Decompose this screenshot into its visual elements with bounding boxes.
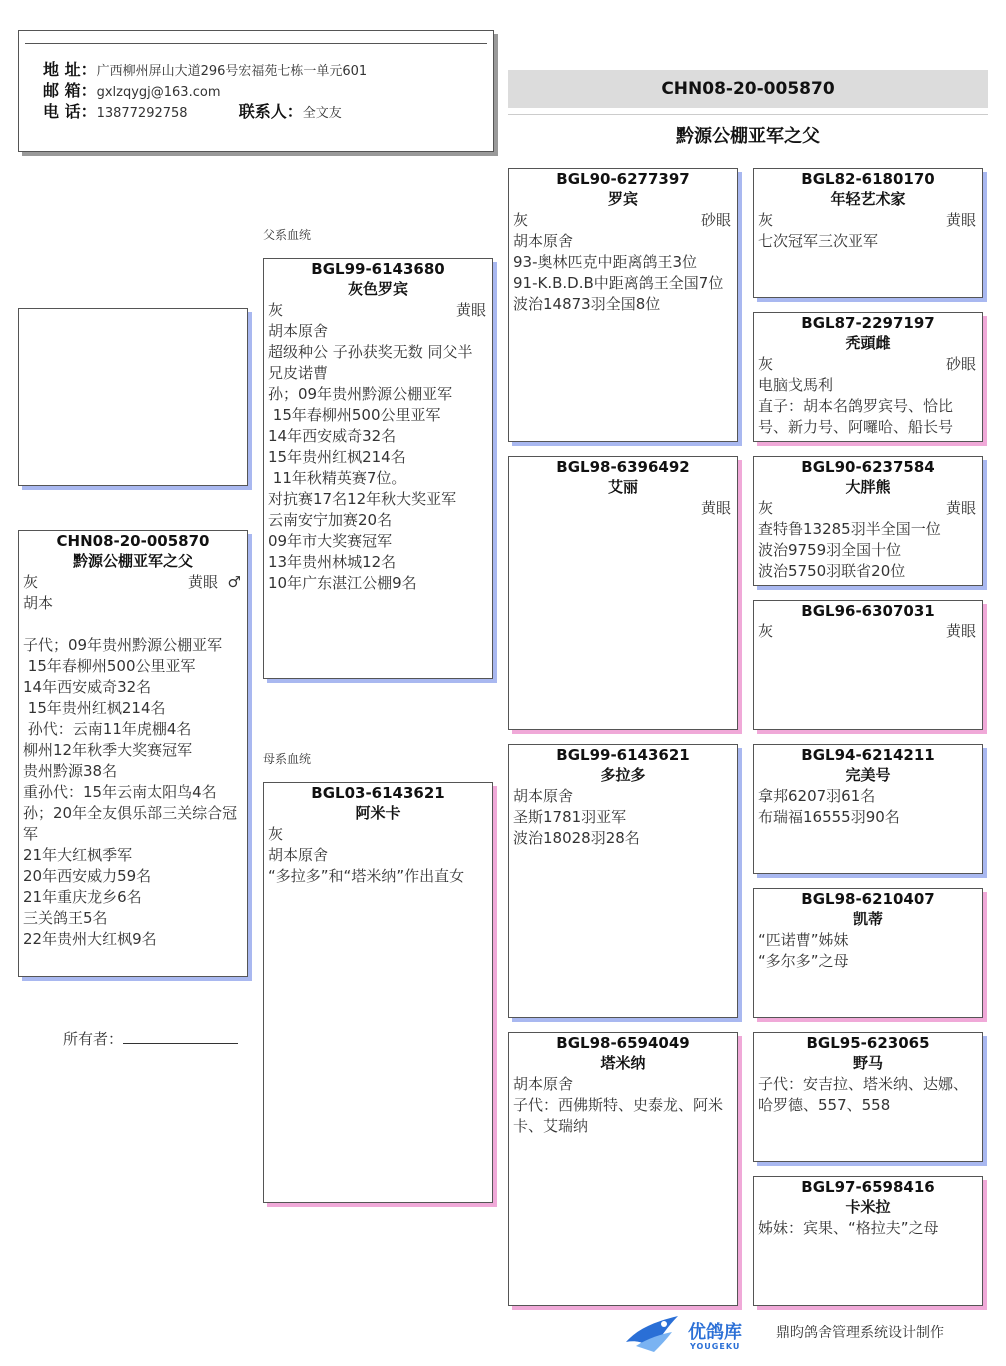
color-eye-row — [509, 498, 737, 519]
note-line: 波治5750羽联省20位 — [758, 562, 906, 580]
ring-number: BGL99-6143621 — [556, 746, 690, 764]
eye: 黄眼 — [700, 499, 731, 517]
ring-number: BGL97-6598416 — [801, 1178, 935, 1196]
note-line: 11年秋精英赛7位。 — [268, 469, 407, 487]
logo-icon — [622, 1312, 682, 1356]
logo-subtext: YOUGEKU — [690, 1342, 741, 1351]
ring-number: BGL98-6396492 — [556, 458, 690, 476]
color-eye-row — [754, 354, 982, 375]
ring-number: CHN08-20-005870 — [56, 532, 210, 550]
granddam-maternal-card — [508, 1032, 738, 1306]
note-line: 拿邦6207羽61名 — [758, 787, 876, 805]
eye: 黄眼 — [187, 573, 218, 591]
note-line: 21年重庆龙乡6名 — [23, 888, 142, 906]
ring-number: BGL03-6143621 — [311, 784, 445, 802]
email-row — [43, 78, 220, 101]
ggp-ssd-card — [753, 312, 983, 442]
ggp-dsd-card — [753, 888, 983, 1018]
bird-name: 野马 — [852, 1054, 883, 1072]
bird-name: 凯蒂 — [852, 910, 883, 928]
eye: 砂眼 — [700, 211, 731, 229]
bird-name: 秃頭雌 — [845, 334, 891, 352]
subject-card — [18, 530, 248, 977]
page-title: 黔源公棚亚军之父 — [676, 126, 820, 147]
ggp-ddd-card — [753, 1176, 983, 1306]
divider — [25, 43, 487, 44]
dam-line-label: 母系血统 — [263, 752, 312, 766]
note-line: 胡本原舍 — [268, 846, 329, 864]
sex-icon: ♂ — [227, 573, 241, 591]
note-line: 波治9759羽全国十位 — [758, 541, 902, 559]
note-line: 胡本原舍 — [513, 1075, 574, 1093]
color-eye-row — [509, 210, 737, 231]
bird-name: 完美号 — [845, 766, 891, 784]
email-value: gxlzqygj@163.com — [96, 85, 221, 100]
eye: 砂眼 — [945, 355, 976, 373]
color-eye-row — [264, 300, 492, 321]
note-line: “多拉多”和“塔米纳”作出直女 — [268, 867, 465, 885]
photo-placeholder — [18, 308, 248, 486]
note-line: 姊妹：宾果、“格拉夫”之母 — [758, 1219, 939, 1237]
note-line: “匹诺曹”姊妹 — [758, 931, 849, 949]
bird-name: 艾丽 — [607, 478, 638, 496]
ring-number: BGL95-623065 — [806, 1034, 930, 1052]
note-line: 15年春柳州500公里亚军 — [23, 657, 196, 675]
note-line: 21年大红枫季军 — [23, 846, 133, 864]
note-line: 孙代：云南11年虎棚4名 — [23, 720, 192, 738]
color-eye-row — [754, 498, 982, 519]
bird-name: 多拉多 — [600, 766, 646, 784]
bird-name: 大胖熊 — [845, 478, 891, 496]
note-line: 布瑞福16555羽90名 — [758, 808, 900, 826]
color: 灰 — [23, 573, 39, 591]
note-line: 子代：安吉拉、塔米纳、达娜、哈罗德、557、558 — [758, 1075, 969, 1114]
color: 灰 — [268, 301, 284, 319]
note-line: 14年西安威奇32名 — [268, 427, 397, 445]
address-label: 地 址： — [43, 60, 97, 79]
bird-name: 罗宾 — [607, 190, 638, 208]
note-line: 22年贵州大红枫9名 — [23, 930, 157, 948]
eye: 黄眼 — [945, 499, 976, 517]
ring-number: BGL96-6307031 — [801, 602, 935, 620]
ring-number: BGL98-6594049 — [556, 1034, 690, 1052]
color: 灰 — [513, 211, 529, 229]
eye: 黄眼 — [945, 211, 976, 229]
contact-value: 全文友 — [302, 106, 342, 121]
note-line: 波治14873羽全国8位 — [513, 295, 661, 313]
note-line: 直子：胡本名鸽罗宾号、恰比号、新力号、阿囉哈、船长号 — [758, 397, 954, 436]
note-line: 15年贵州红枫214名 — [23, 699, 166, 717]
ggp-sss-card — [753, 168, 983, 298]
sire-card — [263, 258, 493, 679]
made-by: 鼎昀鸽舍管理系统设计制作 — [776, 1325, 944, 1341]
note-line: 20年西安威力59名 — [23, 867, 152, 885]
footer — [622, 1312, 992, 1358]
bird-name: 卡米拉 — [845, 1198, 891, 1216]
note-line: 15年春柳州500公里亚军 — [268, 406, 441, 424]
page-ring-number: CHN08-20-005870 — [508, 70, 988, 108]
note-line: 查特鲁13285羽半全国一位 — [758, 520, 941, 538]
ggp-sdd-card — [753, 600, 983, 730]
note-line: 孙；20年全友俱乐部三关综合冠军 — [23, 804, 238, 843]
ring-number: BGL90-6277397 — [556, 170, 690, 188]
color-eye-row — [19, 572, 247, 593]
owner-field — [63, 1028, 238, 1049]
color-eye-row — [264, 824, 492, 845]
note-line: 14年西安威奇32名 — [23, 678, 152, 696]
phone-value: 13877292758 — [96, 106, 188, 121]
note-line: 13年贵州林城12名 — [268, 553, 397, 571]
email-label: 邮 箱： — [43, 81, 97, 100]
phone-row — [43, 99, 342, 122]
note-line: 子代；09年贵州黔源公棚亚军 — [23, 636, 223, 654]
bird-name: 塔米纳 — [600, 1054, 646, 1072]
address-row — [43, 57, 367, 80]
phone-label: 电 话： — [43, 102, 97, 121]
color-eye-row — [754, 621, 982, 642]
ring-number: BGL82-6180170 — [801, 170, 935, 188]
bird-name: 黔源公棚亚军之父 — [72, 552, 193, 570]
eye: 黄眼 — [945, 622, 976, 640]
eye: 黄眼 — [455, 301, 486, 319]
note-line: 孙；09年贵州黔源公棚亚军 — [268, 385, 453, 403]
owner-underline — [123, 1029, 238, 1044]
eye-sex — [188, 572, 241, 593]
note-line: 贵州黔源38名 — [23, 762, 118, 780]
divider — [508, 114, 988, 115]
color: 灰 — [758, 622, 774, 640]
ring-number: BGL94-6214211 — [801, 746, 935, 764]
ring-number: BGL90-6237584 — [801, 458, 935, 476]
note-line: 电脑戈馬利 — [758, 376, 834, 394]
note-line: 圣斯1781羽亚军 — [513, 808, 627, 826]
note-line: 子代：西佛斯特、史泰龙、阿米卡、艾瑞纳 — [513, 1096, 724, 1135]
sire-line-label: 父系血统 — [263, 228, 312, 242]
ring-number: BGL98-6210407 — [801, 890, 935, 908]
note-line: “多尔多”之母 — [758, 952, 849, 970]
bird-name: 年轻艺术家 — [830, 190, 906, 208]
color: 灰 — [268, 825, 284, 843]
ring-number: BGL87-2297197 — [801, 314, 935, 332]
note-line: 重孙代：15年云南太阳鸟4名 — [23, 783, 217, 801]
note-line: 10年广东湛江公棚9名 — [268, 574, 417, 592]
note-line: 波治18028羽28名 — [513, 829, 640, 847]
logo-text: 优鸽库 — [688, 1322, 742, 1343]
color: 灰 — [758, 355, 774, 373]
grandsire-maternal-card — [508, 744, 738, 1018]
note-line: 胡本 — [23, 594, 54, 612]
color-eye-row — [754, 210, 982, 231]
note-line: 超级种公 子孙获奖无数 同父半兄皮诺曹 — [268, 343, 473, 382]
contact-label: 联系人： — [238, 102, 303, 121]
notes — [19, 593, 247, 950]
bird-name: 阿米卡 — [355, 804, 401, 822]
address-value: 广西柳州屏山大道296号宏福苑七栋一单元601 — [96, 64, 368, 79]
note-line: 对抗赛17名12年秋大奖亚军 — [268, 490, 457, 508]
note-line: 91-K.B.D.B中距离鸽王全国7位 — [513, 274, 724, 292]
spacer — [19, 614, 247, 635]
dam-card — [263, 782, 493, 1203]
ggp-sds-card — [753, 456, 983, 586]
contact-box — [18, 30, 494, 152]
note-line: 胡本原舍 — [268, 322, 329, 340]
note-line: 胡本原舍 — [513, 787, 574, 805]
bird-name: 灰色罗宾 — [347, 280, 408, 298]
note-line: 胡本原舍 — [513, 232, 574, 250]
ring-number: BGL99-6143680 — [311, 260, 445, 278]
note-line: 柳州12年秋季大奖赛冠军 — [23, 741, 193, 759]
note-line: 15年贵州红枫214名 — [268, 448, 406, 466]
granddam-paternal-card — [508, 456, 738, 730]
ggp-dds-card — [753, 1032, 983, 1162]
note-line: 09年市大奖赛冠军 — [268, 532, 393, 550]
color: 灰 — [758, 499, 774, 517]
note-line: 三关鸽王5名 — [23, 909, 108, 927]
note-line: 93-奥林匹克中距离鸽王3位 — [513, 253, 698, 271]
grandsire-paternal-card — [508, 168, 738, 442]
ggp-dss-card — [753, 744, 983, 874]
owner-label: 所有者： — [63, 1030, 124, 1048]
color: 灰 — [758, 211, 774, 229]
note-line: 七次冠军三次亚军 — [758, 232, 879, 250]
note-line: 云南安宁加赛20名 — [268, 511, 393, 529]
